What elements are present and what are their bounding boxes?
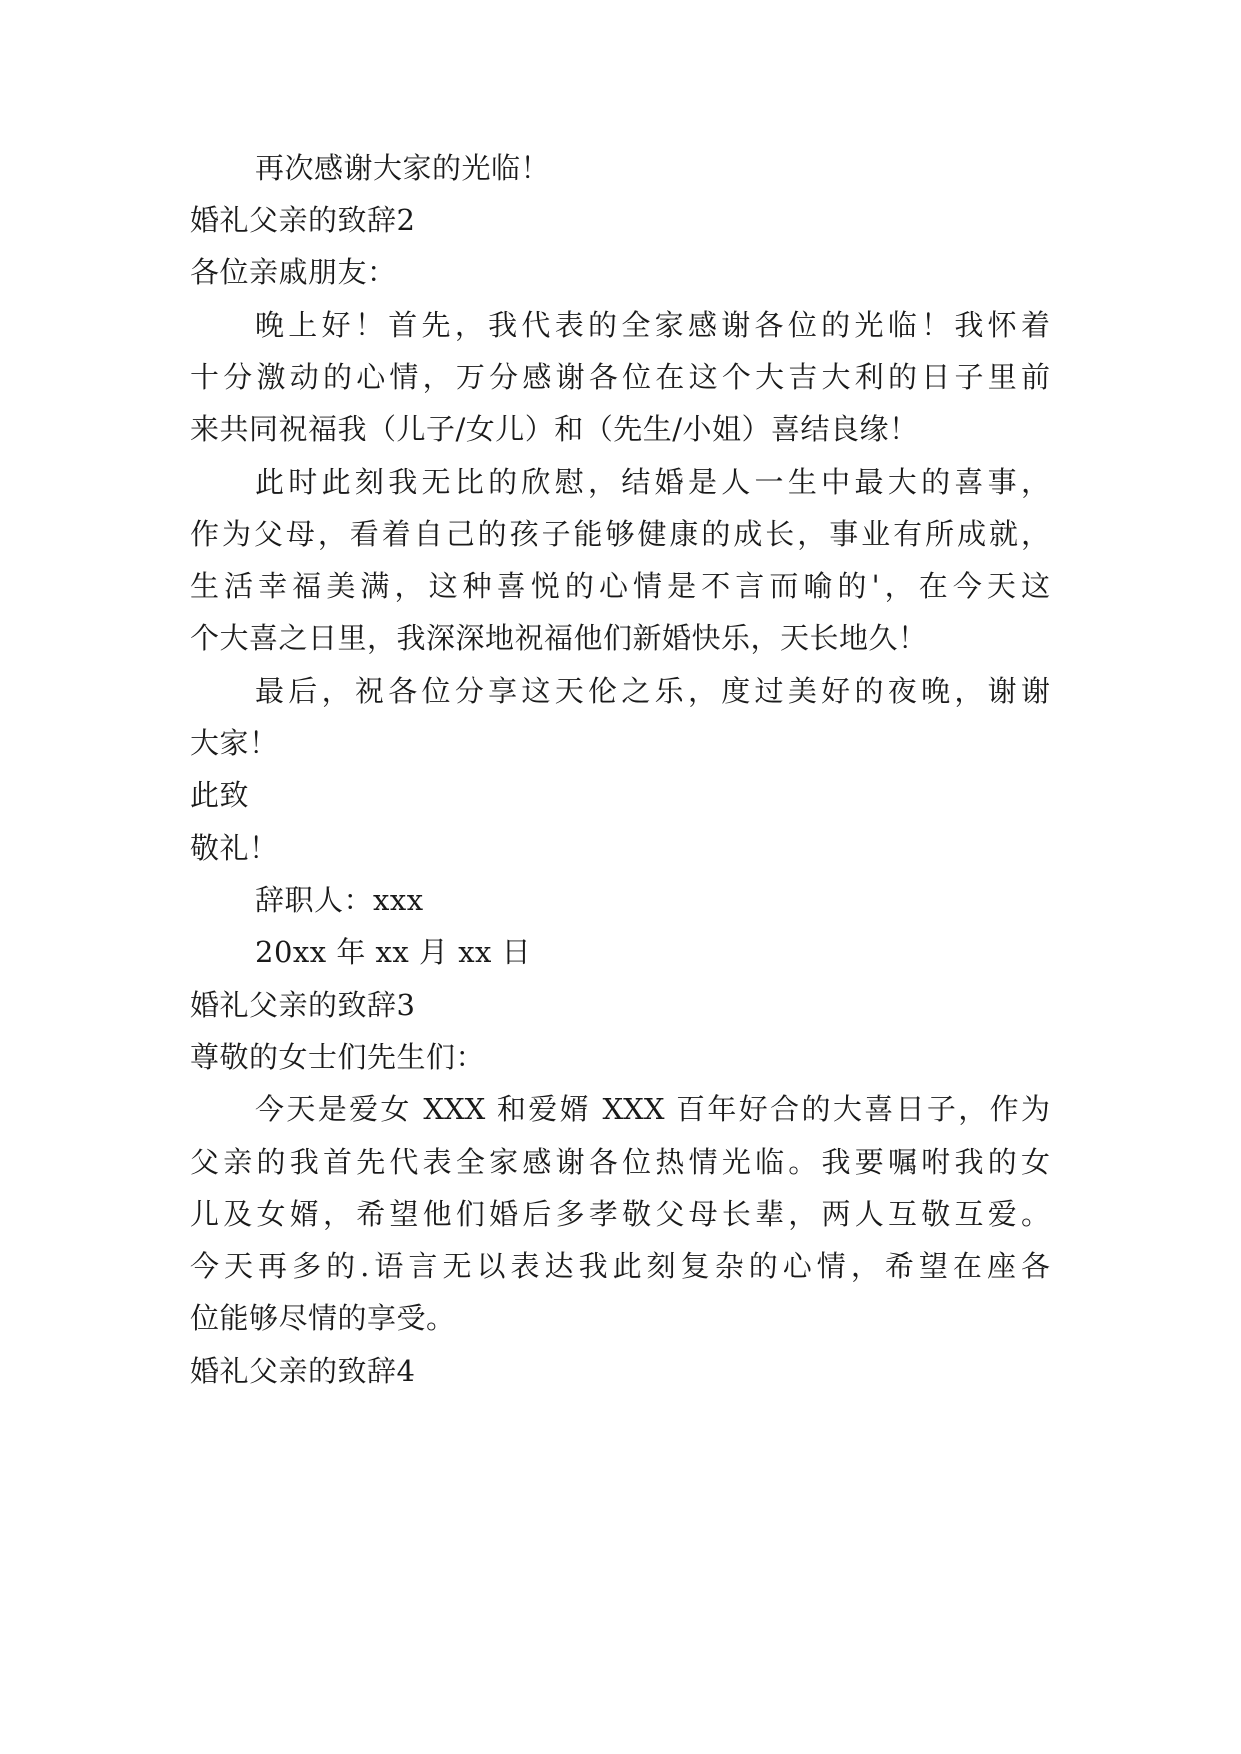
salutation-3: 尊敬的女士们先生们： xyxy=(190,1040,486,1074)
paragraph-line: 生活幸福美满，这种喜悦的心情是不言而喻的'，在今天这 xyxy=(190,569,1050,603)
paragraph-line: 今天是爱女 XXX 和爱婿 XXX 百年好合的大喜日子，作为 xyxy=(255,1092,1050,1126)
paragraph-line: 个大喜之日里，我深深地祝福他们新婚快乐，天长地久！ xyxy=(190,621,928,655)
paragraph-line: 十分激动的心情，万分感谢各位在这个大吉大利的日子里前 xyxy=(190,360,1050,394)
paragraph-line: 今天再多的.语言无以表达我此刻复杂的心情，希望在座各 xyxy=(190,1249,1050,1283)
paragraph-line: 儿及女婿，希望他们婚后多孝敬父母长辈，两人互敬互爱。 xyxy=(190,1197,1050,1231)
paragraph-line: 大家！ xyxy=(190,726,279,760)
paragraph-line: 父亲的我首先代表全家感谢各位热情光临。我要嘱咐我的女 xyxy=(190,1145,1050,1179)
paragraph-line: 来共同祝福我（儿子/女儿）和（先生/小姐）喜结良缘！ xyxy=(190,412,919,446)
paragraph-line: 此时此刻我无比的欣慰，结婚是人一生中最大的喜事， xyxy=(255,465,1050,499)
closing-thanks: 再次感谢大家的光临！ xyxy=(255,151,551,185)
closing-regards: 敬礼！ xyxy=(190,831,279,865)
paragraph-line: 位能够尽情的享受。 xyxy=(190,1301,456,1335)
closing-phrase: 此致 xyxy=(190,778,250,812)
paragraph-line: 最后，祝各位分享这天伦之乐，度过美好的夜晚，谢谢 xyxy=(255,674,1050,708)
section-heading-3: 婚礼父亲的致辞3 xyxy=(190,988,416,1022)
section-heading-4: 婚礼父亲的致辞4 xyxy=(190,1354,416,1388)
signature-name: 辞职人：xxx xyxy=(255,883,424,917)
paragraph-line: 晚上好！首先，我代表的全家感谢各位的光临！我怀着 xyxy=(255,308,1050,342)
section-heading-2: 婚礼父亲的致辞2 xyxy=(190,203,416,237)
salutation-2: 各位亲戚朋友： xyxy=(190,255,397,289)
signature-date: 20xx 年 xx 月 xx 日 xyxy=(255,935,532,969)
paragraph-line: 作为父母，看着自己的孩子能够健康的成长，事业有所成就， xyxy=(190,517,1050,551)
